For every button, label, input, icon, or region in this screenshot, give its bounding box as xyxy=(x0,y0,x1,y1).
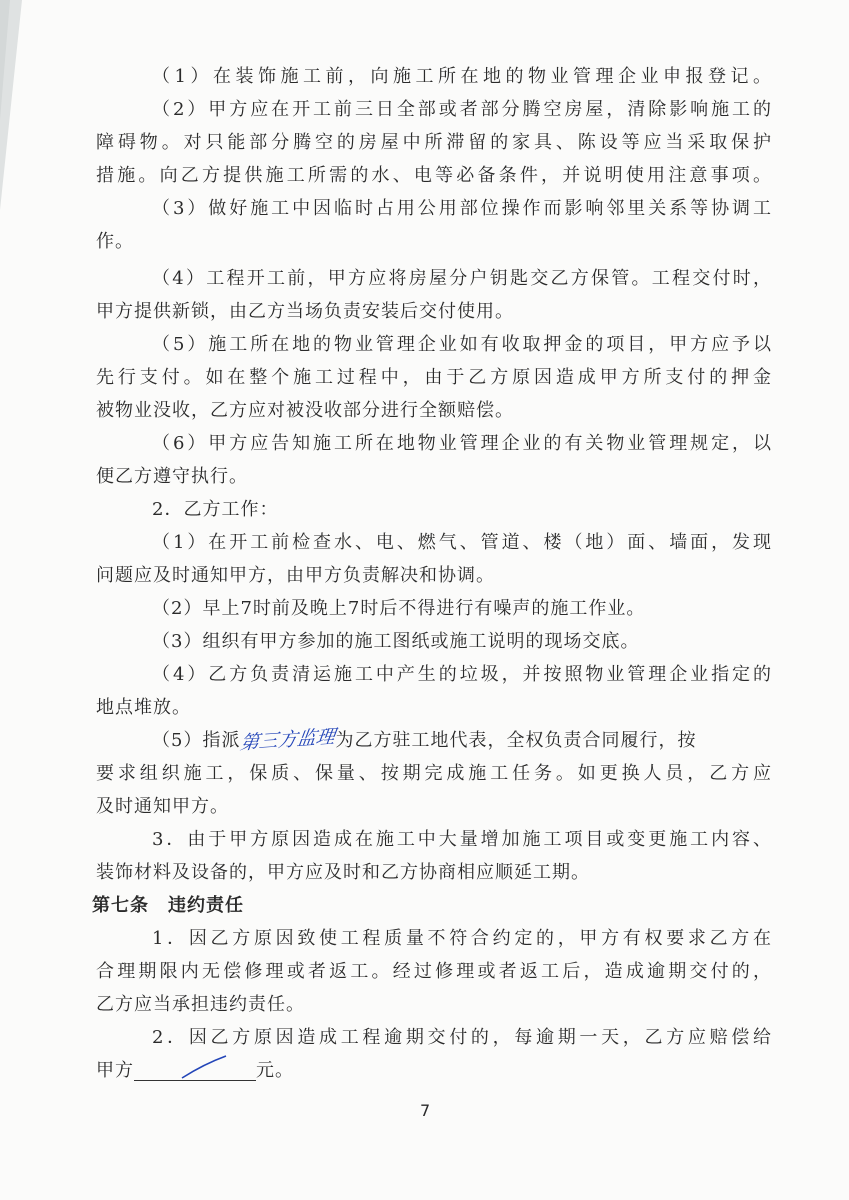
text-line: 问题应及时通知甲方，由甲方负责解决和协调。 xyxy=(96,565,495,586)
text-fragment: 甲方 xyxy=(96,1060,134,1081)
text-line: 被物业没收，乙方应对被没收部分进行全额赔偿。 xyxy=(96,400,514,421)
text-line: （3）做好施工中因临时占用公用部位操作而影响邻里关系等协调工 xyxy=(152,198,772,219)
text-line: 要求组织施工，保质、保量、按期完成施工任务。如更换人员，乙方应 xyxy=(96,763,772,784)
handwritten-representative: 第三方监理 xyxy=(239,725,337,755)
text-line: 合理期限内无偿修理或者返工。经过修理或者返工后，造成逾期交付的， xyxy=(96,961,772,982)
text-line: （1）在装饰施工前，向施工所在地的物业管理企业申报登记。 xyxy=(152,66,772,87)
text-line-with-blank xyxy=(96,1054,772,1087)
text-line: 2．乙方工作： xyxy=(152,499,279,520)
text-fragment: 为乙方驻工地代表，全权负责合同履行，按 xyxy=(335,730,697,751)
text-line: 装饰材料及设备的，甲方应及时和乙方协商相应顺延工期。 xyxy=(96,862,590,883)
text-line: 3．由于甲方原因造成在施工中大量增加施工项目或变更施工内容、 xyxy=(152,829,772,850)
text-line: 地点堆放。 xyxy=(96,697,191,718)
text-line: 乙方应当承担违约责任。 xyxy=(96,994,305,1015)
text-line: （5）施工所在地的物业管理企业如有收取押金的项目，甲方应予以 xyxy=(152,334,772,355)
text-line: （2）早上7时前及晚上7时后不得进行有噪声的施工作业。 xyxy=(152,598,646,619)
page-number: 7 xyxy=(420,1101,431,1120)
text-line: （1）在开工前检查水、电、燃气、管道、楼（地）面、墙面，发现 xyxy=(152,532,772,553)
text-line: 2．因乙方原因造成工程逾期交付的，每逾期一天，乙方应赔偿给 xyxy=(152,1027,772,1048)
text-fragment: （5）指派 xyxy=(152,730,241,751)
text-line: （6）甲方应告知施工所在地物业管理企业的有关物业管理规定，以 xyxy=(152,433,772,454)
amount-blank xyxy=(134,1058,256,1081)
text-fragment: 元。 xyxy=(256,1060,294,1081)
text-line: （4）乙方负责清运施工中产生的垃圾，并按照物业管理企业指定的 xyxy=(152,664,772,685)
text-line: 1．因乙方原因致使工程质量不符合约定的，甲方有权要求乙方在 xyxy=(152,928,772,949)
text-line: （4）工程开工前，甲方应将房屋分户钥匙交乙方保管。工程交付时， xyxy=(152,268,772,289)
text-line: （3）组织有甲方参加的施工图纸或施工说明的现场交底。 xyxy=(152,631,640,652)
contract-text xyxy=(92,60,772,1087)
text-line: 及时通知甲方。 xyxy=(96,796,229,817)
text-line: 障碍物。对只能部分腾空的房屋中所滞留的家具、陈设等应当采取保护 xyxy=(96,132,772,153)
page-fold-edge xyxy=(0,0,10,120)
text-line: 措施。向乙方提供施工所需的水、电等必备条件，并说明使用注意事项。 xyxy=(96,165,772,186)
text-line: 便乙方遵守执行。 xyxy=(96,466,248,487)
text-line: （2）甲方应在开工前三日全部或者部分腾空房屋，清除影响施工的 xyxy=(152,99,772,120)
text-line: 先行支付。如在整个施工过程中，由于乙方原因造成甲方所支付的押金 xyxy=(96,367,772,388)
section-heading: 第七条 违约责任 xyxy=(92,895,244,916)
text-line: 作。 xyxy=(96,231,134,252)
strike-mark xyxy=(134,1050,256,1080)
text-line-with-handwriting xyxy=(96,724,772,757)
text-line: 甲方提供新锁，由乙方当场负责安装后交付使用。 xyxy=(96,301,514,322)
